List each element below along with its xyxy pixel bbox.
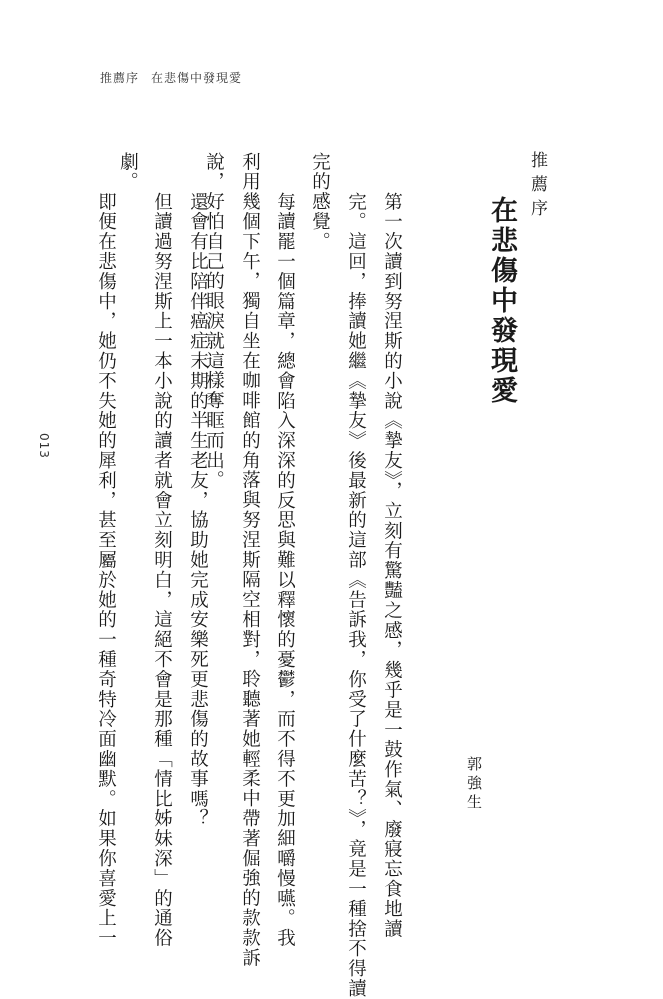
body-column-10: 即便在悲傷中，她仍不失她的犀利，甚至屬於她的一種奇特冷面幽默。如果你喜愛上一 — [95, 192, 117, 949]
body-column-8: 但讀過努涅斯上一本小說的讀者就會立刻明白，這絕不會是那種「情比姊妹深」的通俗 — [151, 192, 173, 949]
body-column-9: 劇。 — [117, 152, 139, 192]
body-column-2: 完。這回，捧讀她繼《摯友》後最新的這部《告訴我，你受了什麼苦？》，竟是一種捨不得讀 — [345, 192, 367, 999]
body-column-3: 完的感覺。 — [309, 152, 331, 252]
author-name: 郭強生 — [465, 756, 483, 813]
running-head-title: 在悲傷中發現愛 — [151, 71, 243, 85]
body-column-5: 利用幾個下午，獨自坐在咖啡館的角落與努涅斯隔空相對，聆聽著她輕柔中帶著倔強的款款訴 — [239, 152, 261, 968]
section-label: 推薦序 — [527, 151, 547, 223]
running-head — [100, 69, 242, 86]
body-column-7: 還會有比陪伴癌症末期的半生老友，協助她完成安樂死更悲傷的故事嗎？ — [187, 192, 209, 829]
body-column-6: 說，好怕自己的眼淚就這樣奪眶而出。 — [203, 152, 225, 491]
chapter-title: 在悲傷中發現愛 — [486, 196, 517, 406]
page-number: 013 — [37, 433, 51, 459]
body-column-4: 每讀罷一個篇章，總會陷入深深的反思與難以釋懷的憂鬱，而不得不更加細嚼慢嚥。我 — [274, 192, 296, 949]
running-head-section: 推薦序 — [100, 71, 140, 85]
body-column-1: 第一次讀到努涅斯的小說《摯友》，立刻有驚豔之感，幾乎是一鼓作氣、廢寢忘食地讀 — [381, 192, 403, 939]
